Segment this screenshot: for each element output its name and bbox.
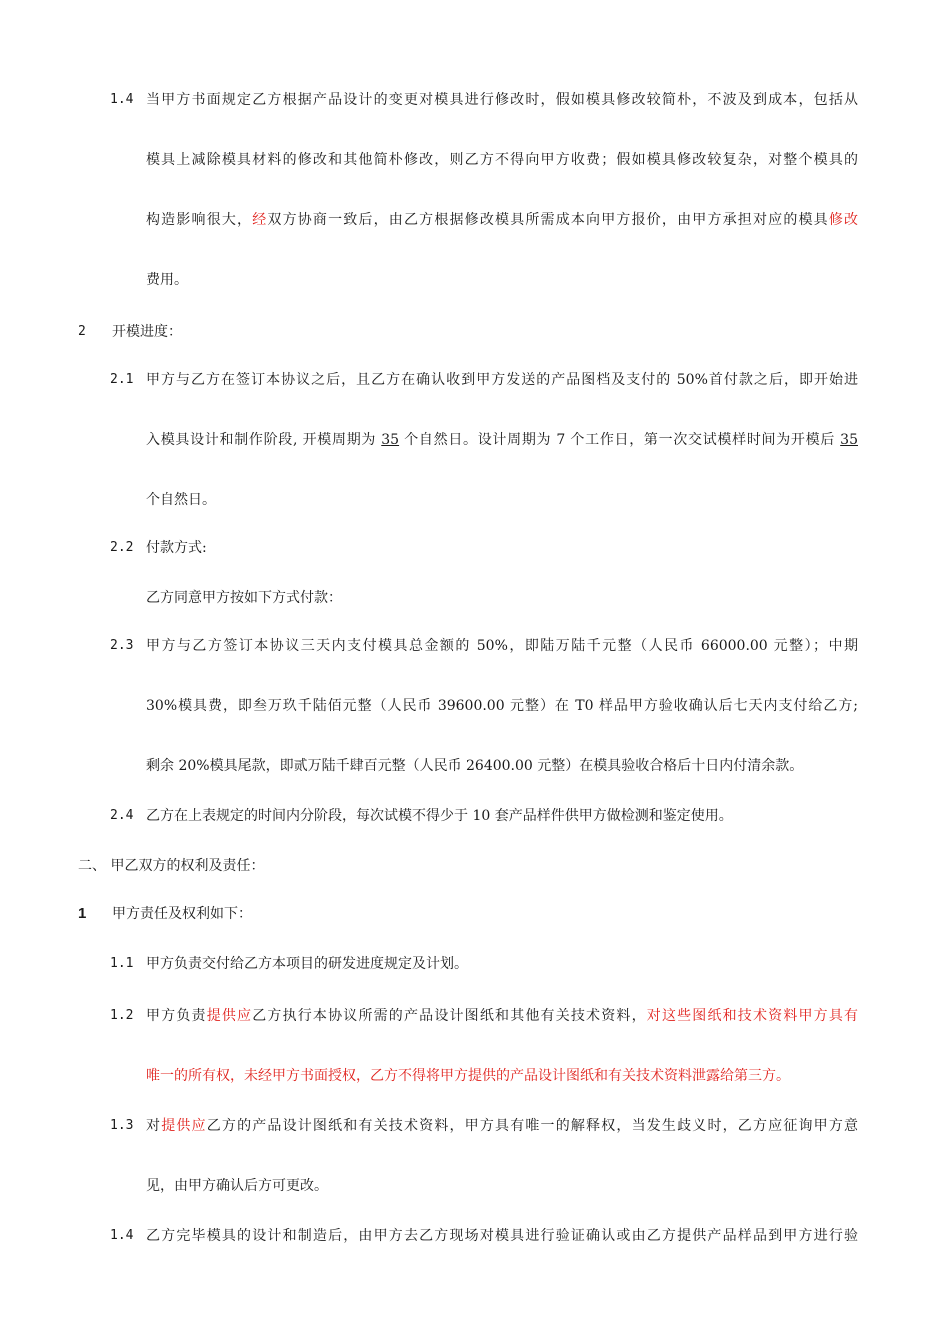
clause-number: 1.4 — [110, 92, 134, 107]
clause-text-line: 乙方同意甲方按如下方式付款： — [146, 590, 342, 606]
clause-title: 付款方式: — [146, 540, 207, 556]
clause-number: 1.1 — [110, 956, 134, 971]
section-number: 2 — [78, 324, 86, 339]
highlight-text: 经 — [252, 212, 268, 228]
clause-number: 1.3 — [110, 1118, 134, 1133]
text-run: 入模具设计和制作阶段, 开模周期为 — [146, 432, 382, 448]
text-run: 乙方的产品设计图纸和有关技术资料，甲方具有唯一的解释权，当发生歧义时，乙方应征询甲方意 — [206, 1118, 859, 1134]
clause-text-line — [146, 430, 858, 450]
clause-text-line: 乙方在上表规定的时间内分阶段，每次试模不得少于 10 套产品样件供甲方做检测和鉴定使用。 — [146, 808, 733, 824]
underlined-value: 35 — [381, 432, 400, 448]
clause-text-line: 个自然日。 — [146, 492, 216, 508]
clause-text-line: 甲方与乙方在签订本协议之后，且乙方在确认收到甲方发送的产品图档及支付的 50%首付款之后，即开始进 — [146, 372, 858, 388]
highlight-text: 对这些图纸和技术资料甲方具有 — [646, 1008, 859, 1024]
clause-text-line: 乙方完毕模具的设计和制造后，由甲方去乙方现场对模具进行验证确认或由乙方提供产品样品到甲方进行验 — [146, 1228, 858, 1244]
clause-text-line: 甲方负责交付给乙方本项目的研发进度规定及计划。 — [146, 956, 468, 972]
clause-number: 2.3 — [110, 638, 134, 653]
clause-number: 1.4 — [110, 1228, 134, 1243]
text-run: 甲方负责 — [146, 1008, 207, 1024]
underlined-value: 35 — [840, 432, 858, 448]
chapter-heading: 二、 甲乙双方的权利及责任： — [78, 858, 265, 874]
text-run: 双方协商一致后，由乙方根据修改模具所需成本向甲方报价，由甲方承担对应的模具 — [267, 212, 829, 228]
highlight-text: 提供应 — [206, 1008, 253, 1024]
clause-number: 2.2 — [110, 540, 134, 555]
clause-text-line: 剩余 20%模具尾款，即贰万陆千肆百元整（人民币 26400.00 元整）在模具验收合格后十日内付清余款。 — [146, 758, 804, 774]
clause-text-line — [146, 210, 858, 230]
text-run: 个自然日。设计周期为 7 个工作日，第一次交试模样时间为开模后 — [399, 432, 841, 448]
highlight-text-line: 唯一的所有权，未经甲方书面授权，乙方不得将甲方提供的产品设计图纸和有关技术资料泄露给第三方。 — [146, 1068, 790, 1084]
clause-text-line — [146, 1116, 858, 1136]
clause-text-line: 甲方与乙方签订本协议三天内支付模具总金额的 50%，即陆万陆千元整（人民币 66000.00 元整）；中期 — [146, 638, 858, 654]
clause-number: 2.4 — [110, 808, 134, 823]
text-run: 构造影响很大， — [146, 212, 253, 228]
clause-text-line: 当甲方书面规定乙方根据产品设计的变更对模具进行修改时，假如模具修改较简朴，不波及到成本，包括从 — [146, 92, 858, 108]
clause-text-line: 费用。 — [146, 272, 188, 288]
text-run: 乙方执行本协议所需的产品设计图纸和其他有关技术资料， — [252, 1008, 647, 1024]
highlight-text: 提供应 — [161, 1118, 207, 1134]
clause-text-line: 见，由甲方确认后方可更改。 — [146, 1178, 328, 1194]
clause-text-line — [146, 1006, 858, 1026]
clause-number: 1.2 — [110, 1008, 134, 1023]
section-title: 开模进度： — [112, 324, 182, 340]
section-number: 1 — [78, 905, 87, 922]
clause-number: 2.1 — [110, 372, 134, 387]
highlight-text: 修改 — [828, 212, 859, 228]
clause-text-line: 模具上减除模具材料的修改和其他简朴修改，则乙方不得向甲方收费；假如模具修改较复杂，对整个模具的 — [146, 152, 858, 168]
clause-text-line: 30%模具费，即叁万玖千陆佰元整（人民币 39600.00 元整）在 T0 样品甲方验收确认后七天内支付给乙方; — [146, 698, 858, 714]
section-title: 甲方责任及权利如下： — [112, 906, 252, 922]
text-run: 对 — [146, 1118, 162, 1134]
